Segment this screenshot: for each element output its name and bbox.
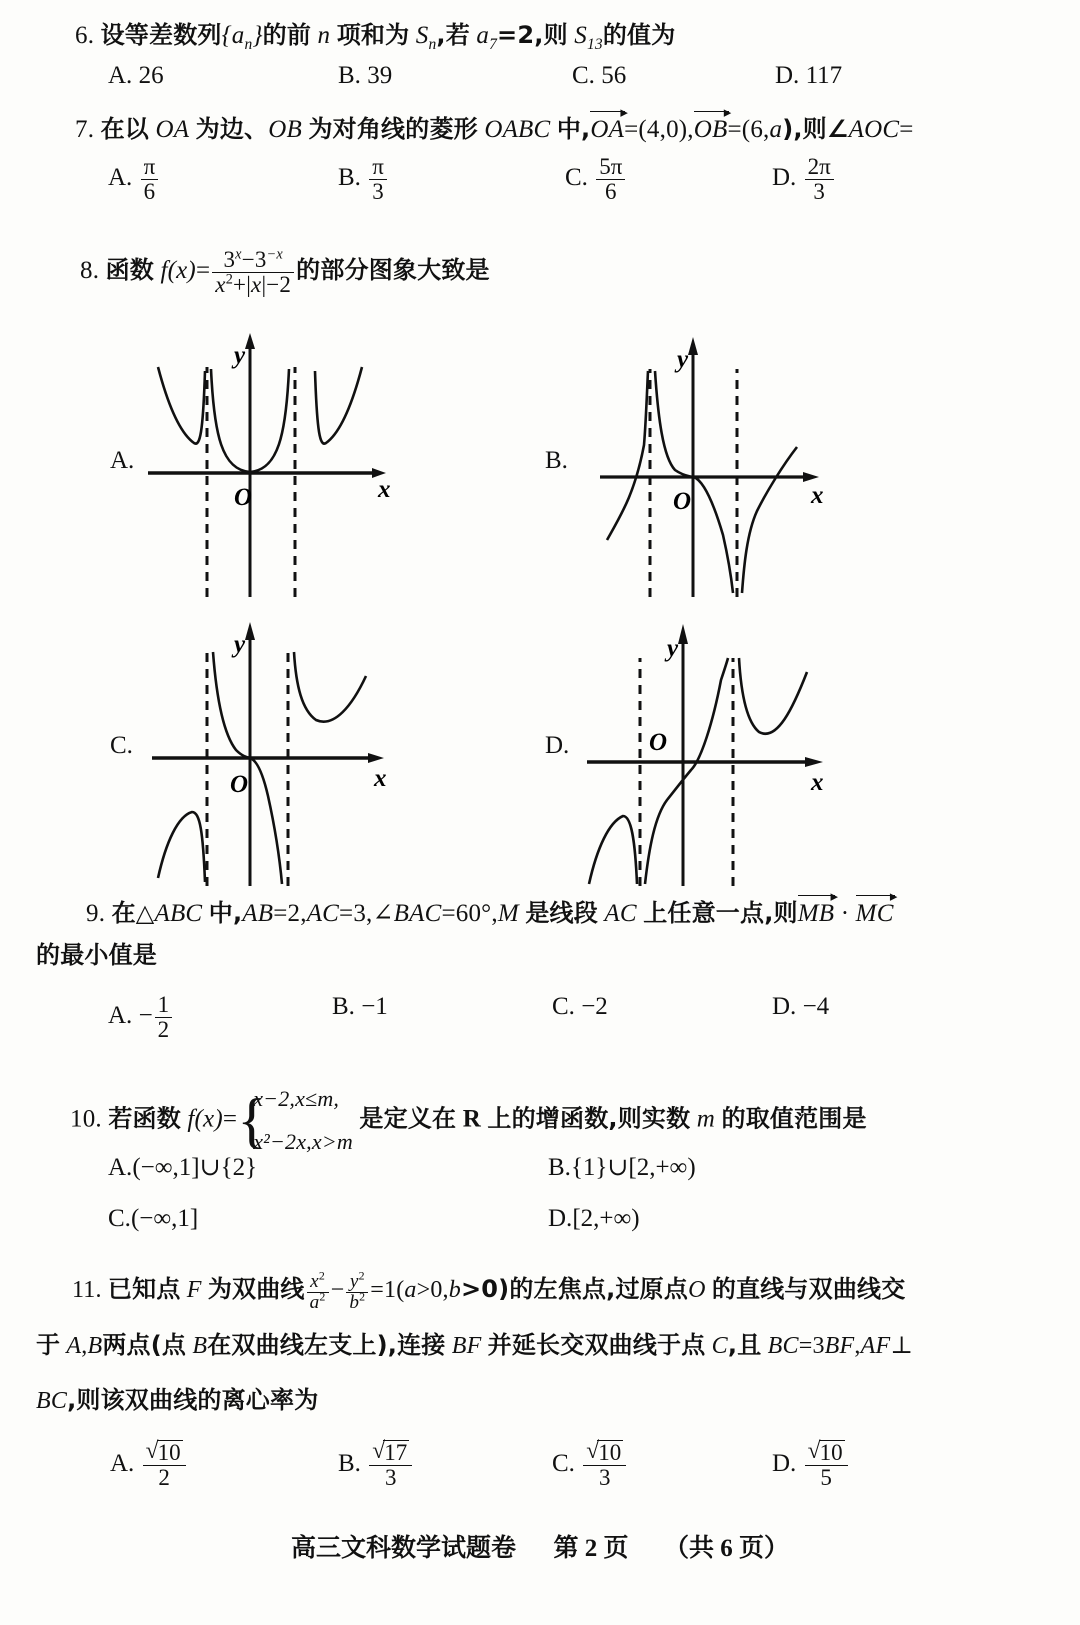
q6-option-c[interactable]: C. 56	[572, 62, 627, 89]
q10-piecewise	[237, 1078, 353, 1164]
q8-graph-a-label: A.	[110, 447, 135, 474]
q10-option-a[interactable]: A.(−∞,1]∪{2}	[108, 1154, 258, 1181]
q9-text-3: 是线段	[525, 899, 598, 927]
q10-option-d[interactable]: D.[2,+∞)	[548, 1205, 640, 1232]
q11-point-b2: B	[192, 1333, 208, 1359]
q11-text-7: 在双曲线左支上),连接	[207, 1331, 446, 1359]
q6-var-n: n	[317, 22, 331, 49]
q8-fx: f(x)	[160, 257, 196, 285]
svg-text:O: O	[673, 488, 692, 515]
q11-text-9: ,且	[727, 1331, 762, 1359]
q7-number: 7.	[75, 116, 95, 143]
q8-equals: =	[195, 257, 211, 285]
svg-text:O: O	[230, 771, 249, 798]
q11-option-a-fraction: √ $\frac{10}{2}$	[143, 1440, 186, 1491]
svg-text:y: y	[234, 342, 246, 369]
q9-option-a[interactable]: A. − $\frac{1}{2}$	[108, 993, 174, 1043]
q11-point-f: F	[186, 1276, 202, 1303]
q8-number: 8.	[80, 257, 100, 285]
q10-var-m: m	[696, 1105, 716, 1133]
q11-fraction-x2-a2: $\frac{x^2}{a^2}$	[307, 1272, 329, 1314]
q11-point-c: C	[711, 1333, 728, 1359]
q6-option-b[interactable]: B. 39	[338, 62, 393, 89]
svg-text:y: y	[234, 631, 246, 658]
q7-option-d[interactable]: D. $\frac{2\pi}{3}$	[772, 155, 836, 205]
q9-text-4: 上任意一点,则	[643, 899, 798, 927]
q9-option-c[interactable]: C. −2	[552, 993, 608, 1020]
question-9-stem-line1	[86, 889, 898, 929]
q9-text-1: 在△	[111, 899, 155, 927]
q7-vector-oa: OA ▸	[590, 112, 624, 145]
q9-options	[0, 993, 1080, 1053]
question-10-stem	[70, 1078, 867, 1164]
q7-option-b-fraction: $\frac{\pi}{3}$	[369, 155, 387, 205]
q11-segment-bc2: BC	[36, 1388, 68, 1414]
q8-graph-b-label: B.	[545, 447, 568, 474]
q11-number: 11.	[72, 1276, 102, 1303]
q11-option-d[interactable]: D. √ $\frac{10}{5}$	[772, 1440, 850, 1491]
q11-segment-bc: BC	[767, 1333, 799, 1359]
question-7-stem	[75, 105, 914, 145]
q7-var-a: a	[769, 116, 783, 143]
q11-point-a: A	[66, 1333, 82, 1359]
q8-text-1: 函数	[105, 256, 155, 285]
question-11-stem-line2: 于 A,B两点(点 B在双曲线左支上),连接 BF 并延长交双曲线于点 C,且 BC=3BF,AF⊥	[36, 1331, 914, 1359]
q10-text-1: 若函数	[108, 1104, 181, 1133]
q7-options	[0, 155, 1080, 215]
q10-text-3: 上的增函数,则实数	[487, 1104, 691, 1133]
q10-text-2: 是定义在	[359, 1104, 457, 1133]
q11-option-c-fraction: √ $\frac{10}{3}$	[583, 1440, 626, 1491]
q6-eq: =2,则	[497, 21, 568, 49]
q8-denominator: $x^2+|x|-2$	[215, 271, 292, 298]
q7-text-4: 中,	[556, 115, 591, 143]
svg-text:x: x	[811, 482, 824, 509]
svg-text:O: O	[234, 484, 253, 511]
question-11-stem-line1	[72, 1268, 906, 1314]
q10-option-b[interactable]: B.{1}∪[2,+∞)	[548, 1154, 696, 1181]
q7-option-a[interactable]: A. $\frac{\pi}{6}$	[108, 155, 160, 205]
q9-angle-val: =60°,	[441, 900, 498, 927]
q9-number: 9.	[86, 900, 106, 927]
q6-option-a[interactable]: A. 26	[108, 62, 164, 89]
q10-fx: f(x)	[187, 1105, 223, 1133]
q9-point-m: M	[497, 900, 519, 927]
q9-dot-product-symbol: ·	[840, 900, 850, 927]
q10-options-row-2	[0, 1205, 1080, 1265]
q6-a7: $a_7$	[476, 22, 498, 53]
q8-graph-c-label: C.	[110, 732, 133, 759]
q7-eq-3: =	[899, 116, 914, 143]
q6-sn: $S_n$	[415, 22, 437, 53]
q11-option-b-fraction: √ $\frac{17}{3}$	[369, 1440, 412, 1491]
q9-vector-mb: MB ▸	[798, 896, 835, 929]
svg-text:x: x	[378, 476, 391, 503]
q11-option-b[interactable]: B. √ $\frac{17}{3}$	[338, 1440, 414, 1491]
q11-cond-1: >0,	[416, 1276, 449, 1303]
q6-text-5: 的值为	[602, 21, 676, 49]
footer-page-label: 第 2 页	[553, 1535, 629, 1562]
q9-ac: AC	[306, 900, 340, 927]
q7-eq-1: =(4,0),	[624, 116, 694, 143]
q11-segment-bf: BF	[451, 1333, 482, 1359]
q6-s13: $S_{13}$	[574, 22, 603, 53]
q8-graph-c[interactable]	[110, 610, 410, 890]
svg-text:y: y	[677, 346, 689, 373]
q8-graph-d-label: D.	[545, 732, 570, 759]
q6-number: 6.	[75, 22, 95, 49]
q11-point-b: B	[87, 1333, 103, 1359]
q7-text-2: 为边、	[195, 115, 269, 143]
q7-option-a-fraction: $\frac{\pi}{6}$	[141, 155, 159, 205]
q11-minus: −	[330, 1276, 345, 1303]
q11-eq-1: =1(	[370, 1276, 405, 1303]
q9-ab-val: =2,	[273, 900, 307, 927]
q11-option-d-fraction: √ $\frac{10}{5}$	[805, 1440, 848, 1491]
page-footer	[0, 1528, 1080, 1564]
q9-vector-mc: MC ▸	[856, 896, 894, 929]
q11-option-a[interactable]: A. √ $\frac{10}{2}$	[110, 1440, 188, 1491]
q11-segment-bf2: BF	[824, 1333, 855, 1359]
q6-text-4: ,若	[436, 21, 470, 49]
svg-text:x: x	[374, 765, 387, 792]
q11-text-3: >0)的左焦点,过原点	[460, 1274, 689, 1303]
q8-numerator: $3^x-3^{-x}$	[212, 248, 294, 273]
q9-bac: BAC	[393, 900, 442, 927]
q7-vector-ob: OB ▸	[694, 112, 728, 145]
q11-text-8: 并延长交双曲线于点	[487, 1331, 706, 1359]
question-11-stem-line3	[36, 1385, 318, 1416]
q11-options	[0, 1440, 1080, 1500]
q7-text-5: ),则∠	[782, 115, 849, 143]
q7-text-1: 在以	[100, 115, 150, 143]
q11-var-a: a	[404, 1276, 417, 1303]
q11-text-1: 已知点	[107, 1274, 181, 1303]
q7-oabc: OABC	[484, 116, 551, 143]
q7-option-b[interactable]: B. $\frac{\pi}{3}$	[338, 155, 389, 205]
q6-text-2: 的前	[262, 21, 312, 49]
question-9-stem-line2: 的最小值是	[36, 941, 157, 969]
q11-option-c[interactable]: C. √ $\frac{10}{3}$	[552, 1440, 628, 1491]
q11-var-b: b	[448, 1276, 461, 1303]
q7-option-d-fraction: $\frac{2\pi}{3}$	[805, 155, 834, 205]
q11-text-4: 的直线与双曲线交	[711, 1274, 906, 1303]
q9-ac-2: AC	[604, 900, 637, 927]
q11-text-5: 于	[36, 1331, 61, 1359]
q7-aoc: AOC	[848, 116, 900, 143]
q6-sequence: $\{a_n\}$	[221, 22, 263, 53]
question-8-stem	[80, 248, 490, 298]
q8-graph-a[interactable]	[110, 325, 410, 600]
q6-option-d[interactable]: D. 117	[775, 62, 843, 89]
q10-options-row-1	[0, 1152, 1080, 1212]
q10-text-4: 的取值范围是	[721, 1104, 867, 1133]
footer-subject: 高三文科数学试题卷	[291, 1533, 517, 1562]
svg-text:y: y	[667, 635, 679, 662]
q9-ab: AB	[242, 900, 274, 927]
q9-option-d[interactable]: D. −4	[772, 993, 830, 1020]
q10-branch-2: x²−2x,x>m	[253, 1128, 353, 1154]
q10-brace: {	[237, 1086, 267, 1155]
q10-domain-r: R	[462, 1105, 481, 1133]
q11-segment-af: AF	[860, 1333, 891, 1359]
q11-fraction-y2-b2: $\frac{y^2}{b^2}$	[346, 1272, 368, 1314]
q9-abc: ABC	[154, 900, 203, 927]
q11-perp-symbol: ⊥	[890, 1333, 914, 1359]
q7-text-3: 为对角线的菱形	[308, 115, 478, 143]
q7-ob: OB	[268, 116, 302, 143]
q9-ac-val: =3,∠	[339, 900, 394, 927]
q11-text-6: 两点(点	[102, 1331, 187, 1359]
question-6-stem	[75, 20, 675, 51]
q7-oa: OA	[155, 116, 190, 143]
q11-text-2: 为双曲线	[207, 1274, 305, 1303]
q6-text-3: 项和为	[336, 21, 410, 49]
svg-text:x: x	[811, 769, 824, 796]
q10-number: 10.	[70, 1105, 102, 1133]
q10-option-c[interactable]: C.(−∞,1]	[108, 1205, 199, 1232]
q9-text-2: 中,	[208, 899, 243, 927]
q9-option-a-fraction: $\frac{1}{2}$	[155, 993, 173, 1043]
q9-option-b[interactable]: B. −1	[332, 993, 388, 1020]
q11-point-o: O	[688, 1276, 706, 1303]
q7-eq-2: =(6,	[727, 116, 770, 143]
q7-option-c[interactable]: C. $\frac{5\pi}{6}$	[565, 155, 627, 205]
q10-equals: =	[222, 1105, 238, 1133]
svg-text:O: O	[649, 729, 668, 756]
q11-text-10: ,则该双曲线的离心率为	[67, 1386, 319, 1414]
q6-text-1: 设等差数列	[100, 21, 222, 49]
q8-text-2: 的部分图象大致是	[296, 256, 490, 285]
q8-graph-d[interactable]	[545, 610, 850, 890]
q8-graph-b[interactable]	[545, 325, 845, 600]
footer-page-total: （共 6 页）	[663, 1535, 789, 1562]
q7-option-c-fraction: $\frac{5\pi}{6}$	[596, 155, 625, 205]
q8-formula-fraction	[212, 248, 294, 298]
q10-branch-1: x−2,x≤m,	[253, 1086, 340, 1111]
